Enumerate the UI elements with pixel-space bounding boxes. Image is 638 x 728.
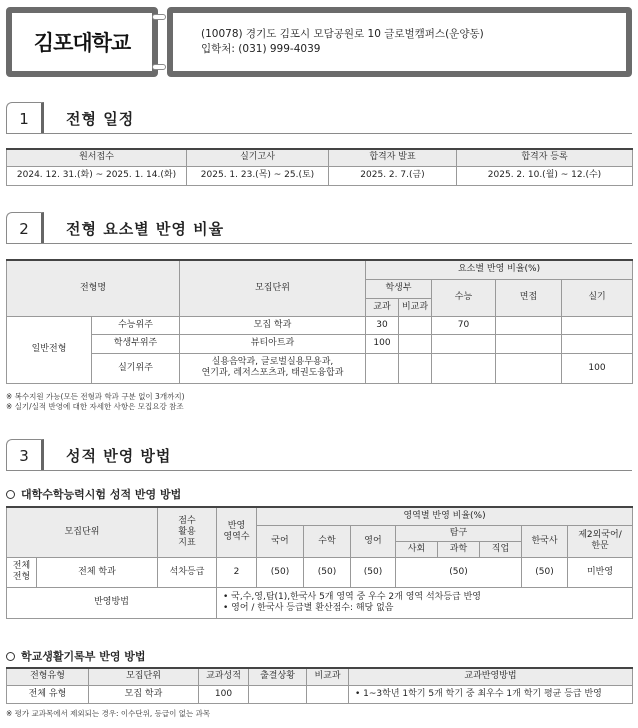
university-name: 김포대학교: [33, 31, 131, 55]
ratio-table: [6, 259, 633, 384]
method-line: • 국,수,영,탐(1),한국사 5개 영역 중 우수 2개 영역 석차등급 반영: [223, 591, 481, 602]
row-english: (50): [351, 557, 396, 587]
row-math: (50): [304, 557, 351, 587]
header-unit: 모집단위: [180, 260, 366, 316]
header-interview: 면접: [496, 279, 562, 316]
type-general: 일반전형: [7, 316, 92, 383]
header-science: 과학: [438, 541, 480, 557]
method-text: [217, 587, 633, 618]
note: ※ 실기/실적 반영에 대한 자세한 사항은 모집요강 참조: [6, 402, 184, 411]
record-value: [249, 685, 307, 703]
header-suneung: 수능: [432, 279, 496, 316]
unit: 모집 학과: [180, 316, 366, 334]
header-record: 학생부: [366, 279, 432, 298]
interview-value: [496, 353, 562, 383]
schedule-value: 2025. 2. 7.(금): [329, 166, 457, 185]
practical-value: 100: [562, 353, 633, 383]
header-line: 지표: [178, 537, 196, 548]
record-header: 전형유형: [7, 668, 89, 685]
suneung-table: [6, 506, 633, 619]
method-label: 반영방법: [7, 587, 217, 618]
header-line: 반영: [227, 521, 246, 532]
record-table: [6, 667, 633, 704]
ratio-notes: [6, 392, 185, 412]
header-line: 활용: [178, 526, 196, 537]
row-type-line: 전체: [12, 561, 31, 571]
header-area-count: [217, 507, 257, 557]
track: 학생부위주: [92, 334, 180, 353]
schedule-value: 2025. 2. 10.(월) ~ 12.(수): [457, 166, 633, 185]
section-3-header: [6, 439, 632, 471]
phone: 입학처: (031) 999-4039: [201, 43, 321, 55]
header-unit: 모집단위: [7, 507, 158, 557]
record-subtitle: [6, 648, 146, 664]
row-history: (50): [522, 557, 568, 587]
row-korean: (50): [257, 557, 304, 587]
header-practical: 실기: [562, 279, 633, 316]
suneung-value: [432, 353, 496, 383]
record-value: 전체 유형: [7, 685, 89, 703]
record-note: ※ 평가 교과목에서 제외되는 경우: 이수단위, 등급이 없는 과목: [6, 709, 211, 718]
header-area-ratio: 영역별 반영 비율(%): [257, 507, 633, 525]
header-english: 영어: [351, 525, 396, 557]
record-value: 100: [199, 685, 249, 703]
section-2-header: [6, 212, 632, 244]
university-name-box: [6, 7, 158, 77]
section-title: 성적 반영 방법: [66, 447, 172, 465]
unit-line: 실용음악과, 글로벌실용무용과,: [211, 357, 334, 367]
header-korean: 국어: [257, 525, 304, 557]
row-type: [7, 557, 37, 587]
record-value: 모집 학과: [89, 685, 199, 703]
header-nonsubject: 비교과: [399, 298, 432, 316]
hinge-bottom: [152, 64, 166, 70]
header-vocational: 직업: [480, 541, 522, 557]
record-value: [307, 685, 349, 703]
subject-value: [366, 353, 399, 383]
header-line: 제2외국어/: [578, 530, 622, 540]
record-header: 출결상황: [249, 668, 307, 685]
subtitle-text: 학교생활기록부 반영 방법: [21, 650, 146, 663]
nonsubject-value: [399, 316, 432, 334]
subtitle-text: 대학수학능력시험 성적 반영 방법: [21, 488, 182, 501]
schedule-header: 합격자 등록: [457, 149, 633, 166]
header-line: 한문: [591, 541, 609, 551]
interview-value: [496, 334, 562, 353]
schedule-header: 합격자 발표: [329, 149, 457, 166]
interview-value: [496, 316, 562, 334]
suneung-value: [432, 334, 496, 353]
record-header: 교과반영방법: [349, 668, 633, 685]
record-value: • 1~3학년 1학기 5개 학기 중 최우수 1개 학기 평균 등급 반영: [349, 685, 633, 703]
header-subject: 교과: [366, 298, 399, 316]
header-ratio: 요소별 반영 비율(%): [366, 260, 633, 279]
header-foreign: [568, 525, 633, 557]
schedule-header: 원서접수: [7, 149, 187, 166]
track: 실기위주: [92, 353, 180, 383]
practical-value: [562, 334, 633, 353]
header-line: 점수: [178, 515, 196, 526]
row-type-line: 전형: [12, 572, 31, 582]
record-header: 모집단위: [89, 668, 199, 685]
suneung-subtitle: [6, 486, 181, 502]
section-number: 3: [6, 439, 44, 471]
section-1-header: [6, 102, 632, 134]
nonsubject-value: [399, 334, 432, 353]
row-index: 석차등급: [158, 557, 217, 587]
record-header: 비교과: [307, 668, 349, 685]
header-inquiry: 탐구: [396, 525, 522, 541]
method-line: • 영어 / 한국사 등급별 환산점수: 해당 없음: [223, 602, 394, 613]
header-line: 영역수: [223, 532, 250, 543]
schedule-header: 실기고사: [187, 149, 329, 166]
nonsubject-value: [399, 353, 432, 383]
row-foreign: 미반영: [568, 557, 633, 587]
section-number: 1: [6, 102, 44, 134]
header-history: 한국사: [522, 525, 568, 557]
unit: [180, 353, 366, 383]
row-inquiry: (50): [396, 557, 522, 587]
schedule-table: [6, 148, 633, 186]
schedule-value: 2024. 12. 31.(화) ~ 2025. 1. 14.(화): [7, 166, 187, 185]
unit: 뷰티아트과: [180, 334, 366, 353]
practical-value: [562, 316, 633, 334]
subject-value: 100: [366, 334, 399, 353]
section-title: 전형 일정: [66, 110, 135, 128]
track: 수능위주: [92, 316, 180, 334]
note: ※ 복수지원 가능(모든 전형과 학과 구분 없이 3개까지): [6, 392, 185, 401]
header-math: 수학: [304, 525, 351, 557]
header-social: 사회: [396, 541, 438, 557]
unit-line: 연기과, 레저스포츠과, 태권도융합과: [201, 368, 344, 378]
hinge-top: [152, 14, 166, 20]
header-score-index: [158, 507, 217, 557]
record-header: 교과성적: [199, 668, 249, 685]
row-unit: 전체 학과: [37, 557, 158, 587]
section-number: 2: [6, 212, 44, 244]
schedule-value: 2025. 1. 23.(목) ~ 25.(토): [187, 166, 329, 185]
subject-value: 30: [366, 316, 399, 334]
section-title: 전형 요소별 반영 비율: [66, 220, 225, 238]
contact-box: [167, 7, 632, 77]
row-areas: 2: [217, 557, 257, 587]
circle-bullet-icon: [6, 652, 15, 661]
address: (10078) 경기도 김포시 모담공원로 10 글로벌캠퍼스(운양동): [201, 28, 484, 40]
circle-bullet-icon: [6, 490, 15, 499]
header-type: 전형명: [7, 260, 180, 316]
suneung-value: 70: [432, 316, 496, 334]
